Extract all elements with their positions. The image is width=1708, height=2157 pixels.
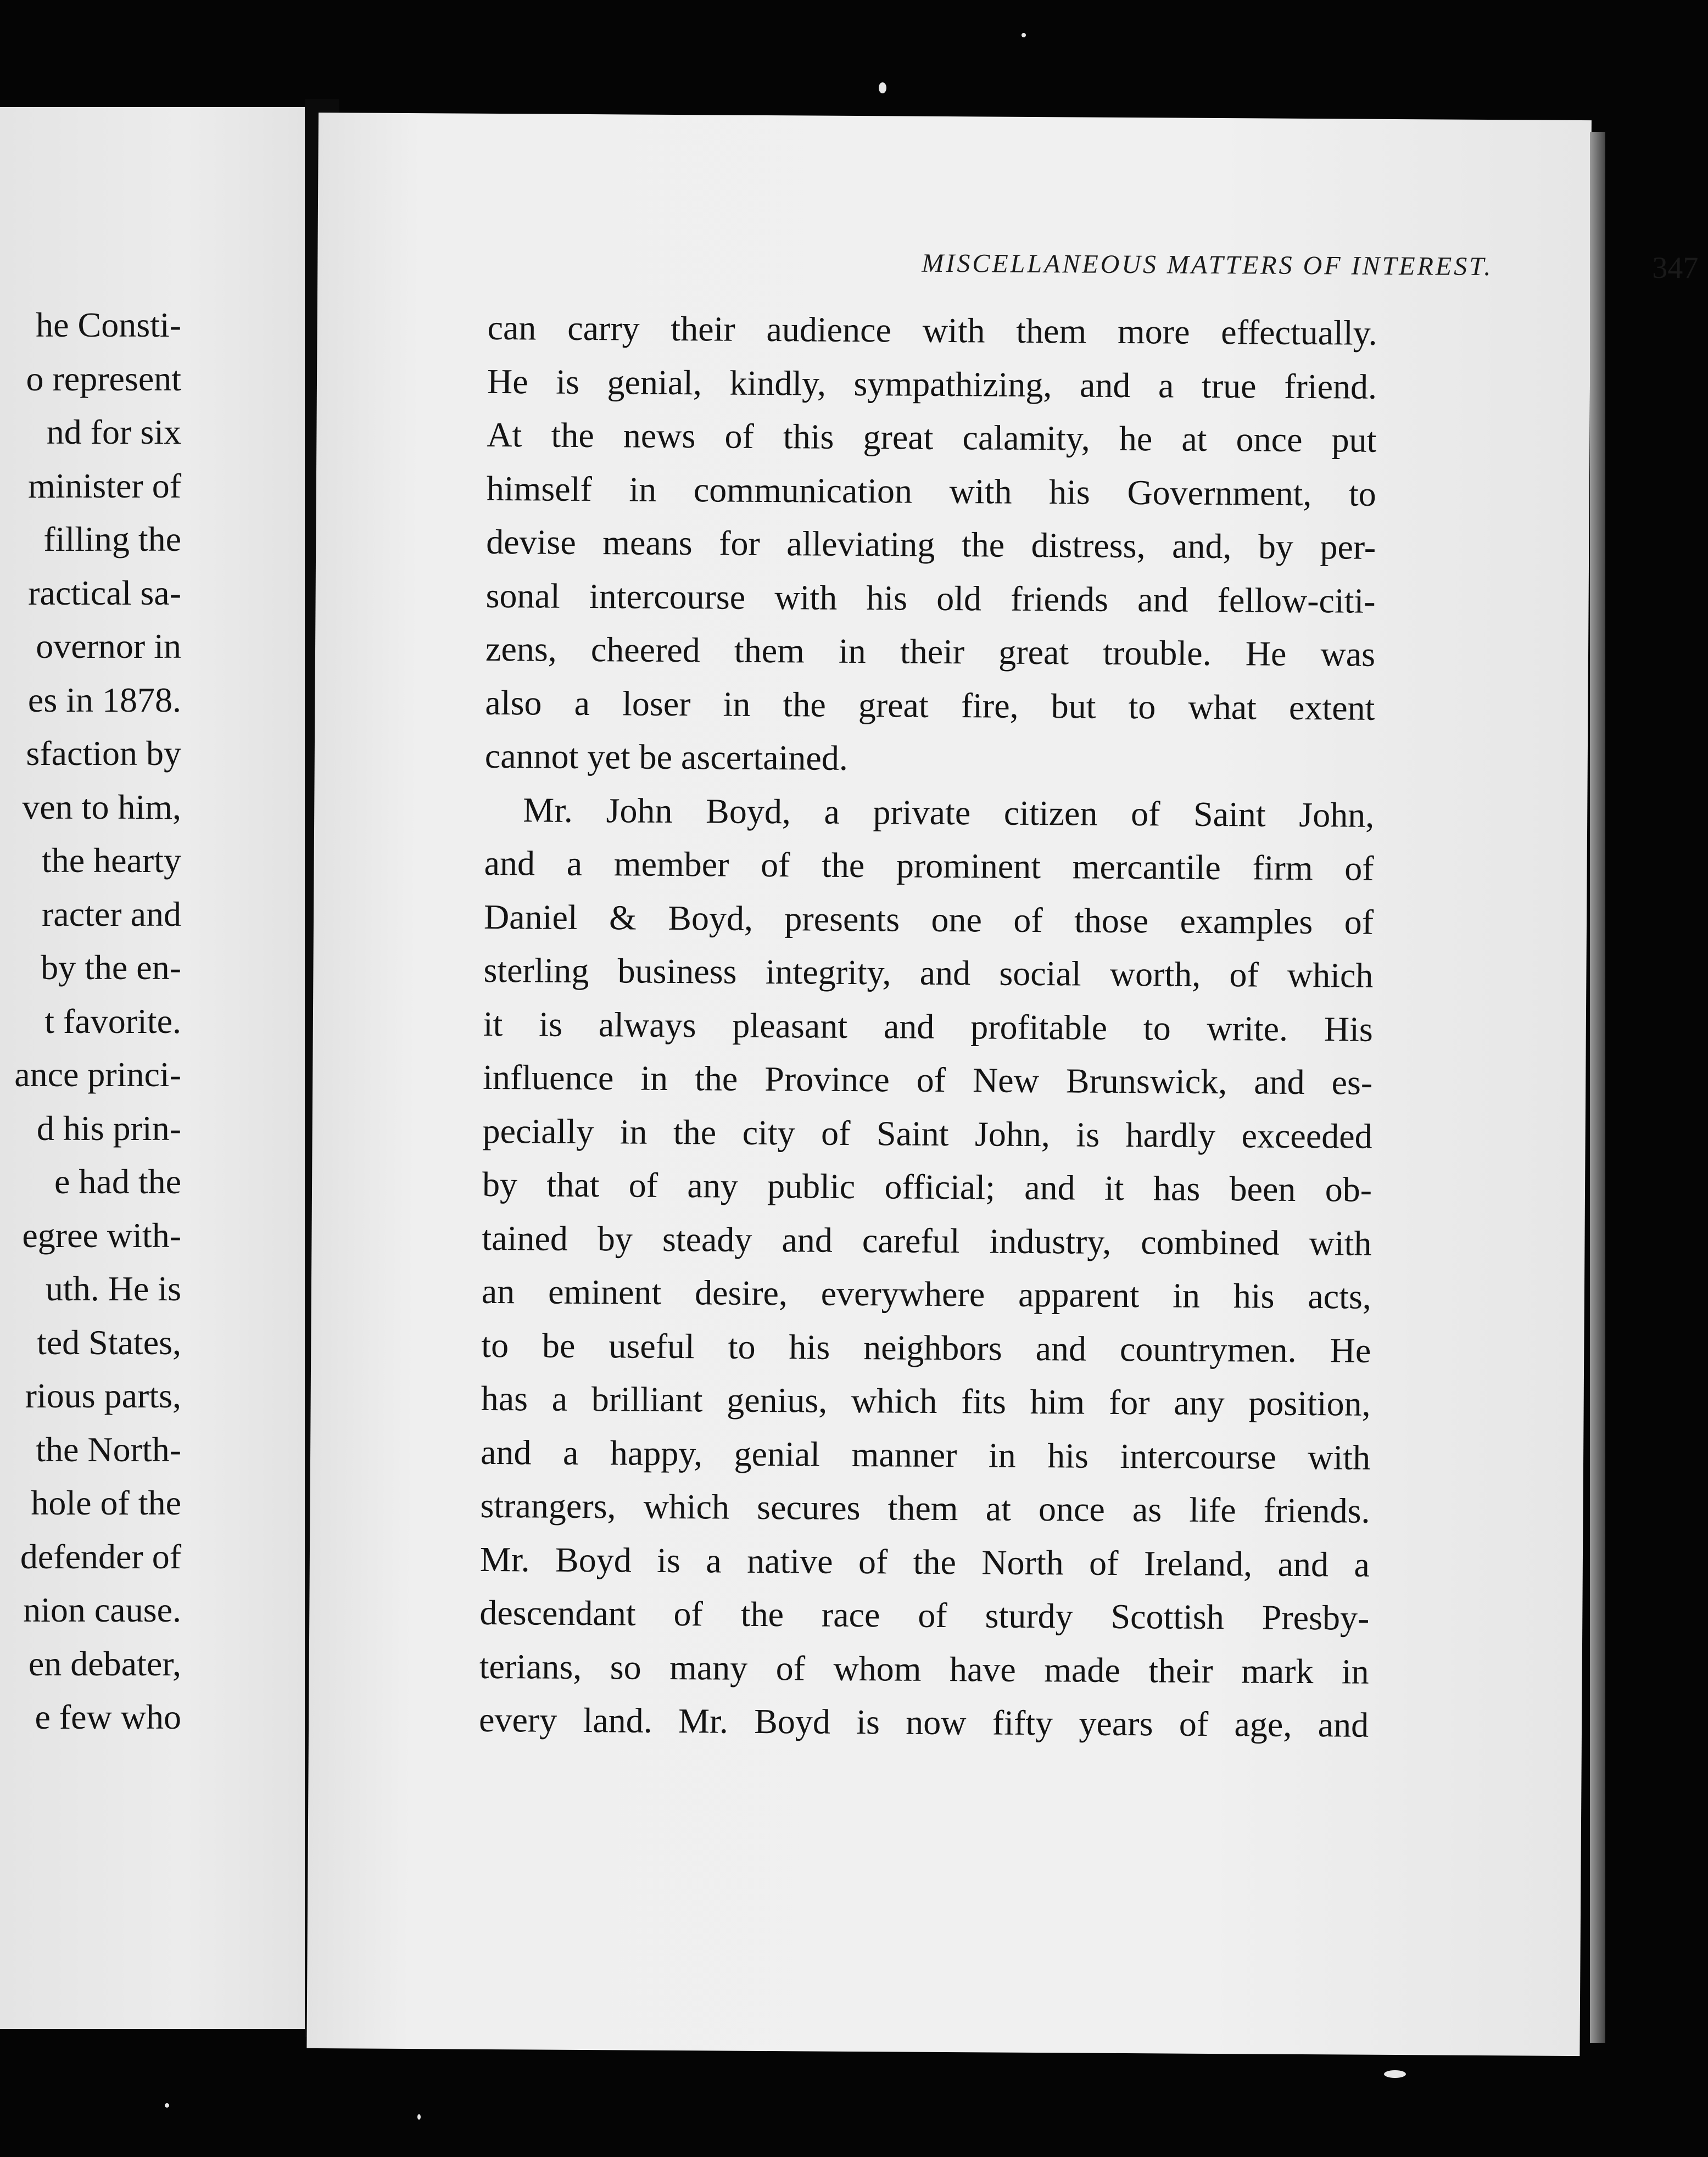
paragraph-end-line: cannot yet be ascertained. xyxy=(484,736,849,778)
text-line: Mr. Boyd is a native of the North of Ireland, and a xyxy=(479,1539,1370,1584)
text-line: he Consti- xyxy=(36,305,181,344)
text-line: to be useful to his neighbors and countrymen. He xyxy=(481,1325,1371,1370)
scan-speck xyxy=(1022,33,1026,37)
text-line: nd for six xyxy=(46,412,181,451)
text-line: pecially in the city of Saint John, is hardly exceeded xyxy=(482,1111,1372,1156)
text-line: the North- xyxy=(36,1429,181,1469)
paragraph-start-line: Mr. John Boyd, a private citizen of Saint John, xyxy=(523,790,1375,835)
text-line: strangers, which secures them at once as life friends. xyxy=(480,1485,1370,1530)
text-line: influence in the Province of New Brunswick, and es- xyxy=(483,1057,1373,1102)
left-page-text xyxy=(0,305,181,1753)
text-line: sonal intercourse with his old friends and fellow-citi- xyxy=(485,575,1376,621)
text-line: the hearty xyxy=(41,841,181,880)
text-line: nion cause. xyxy=(23,1590,181,1629)
text-line: e few who xyxy=(35,1697,181,1736)
text-line: egree with- xyxy=(22,1215,181,1255)
text-line: d his prin- xyxy=(36,1108,181,1148)
text-line: it is always pleasant and profitable to write. His xyxy=(483,1004,1374,1049)
scan-speck xyxy=(165,2103,169,2108)
running-head: MISCELLANEOUS MATTERS OF INTEREST. xyxy=(922,248,1493,282)
text-line: and a happy, genial manner in his intercourse with xyxy=(480,1432,1371,1477)
right-page xyxy=(306,113,1699,2056)
text-line: has a brilliant genius, which fits him for any position, xyxy=(481,1378,1371,1423)
text-line: t favorite. xyxy=(44,1001,181,1041)
text-line: zens, cheered them in their great trouble. He was xyxy=(485,629,1376,674)
text-line: e had the xyxy=(54,1162,181,1201)
text-line: sterling business integrity, and social worth, of which xyxy=(483,950,1374,995)
text-line: an eminent desire, everywhere apparent in his acts, xyxy=(481,1271,1372,1316)
text-line: He is genial, kindly, sympathizing, and a true friend. xyxy=(487,361,1377,406)
text-line: uth. He is xyxy=(45,1269,181,1308)
text-line: himself in communication with his Government, to xyxy=(486,468,1377,513)
text-line: ted States, xyxy=(36,1322,181,1362)
text-line: every land. Mr. Boyd is now fifty years of age, and xyxy=(478,1700,1369,1745)
text-line: defender of xyxy=(20,1536,181,1576)
text-line: ractical sa- xyxy=(28,573,181,612)
text-line: racter and xyxy=(41,894,181,934)
text-line: and a member of the prominent mercantile firm of xyxy=(484,843,1374,888)
text-line: Daniel & Boyd, presents one of those examples of xyxy=(483,897,1374,942)
text-line: devise means for alleviating the distress, and, by per- xyxy=(486,522,1376,567)
text-line: o represent xyxy=(26,359,181,398)
text-line: hole of the xyxy=(31,1483,181,1522)
page-edge-shadow xyxy=(1590,132,1605,2043)
page-number: 347 xyxy=(1652,250,1699,286)
left-page xyxy=(0,107,305,2029)
text-line: can carry their audience with them more effectually. xyxy=(487,308,1377,353)
text-line: ance princi- xyxy=(14,1055,181,1094)
scan-speck xyxy=(879,82,886,93)
text-line: At the news of this great calamity, he at once put xyxy=(487,415,1377,460)
text-line: tained by steady and careful industry, combined with xyxy=(482,1218,1372,1263)
scan-speck xyxy=(417,2114,421,2120)
text-line: filling the xyxy=(43,519,181,558)
text-line: en debater, xyxy=(28,1644,181,1683)
text-line: also a loser in the great fire, but to what extent xyxy=(485,683,1375,728)
text-line: sfaction by xyxy=(26,734,181,773)
scan-speck xyxy=(1384,2070,1406,2078)
text-line: minister of xyxy=(27,466,181,505)
right-page-text xyxy=(479,310,1377,1761)
text-line: es in 1878. xyxy=(27,680,181,719)
text-line: rious parts, xyxy=(25,1376,181,1415)
text-line: descendant of the race of sturdy Scottish Presby- xyxy=(479,1592,1370,1638)
text-line: terians, so many of whom have made their mark in xyxy=(479,1646,1369,1691)
text-line: by the en- xyxy=(41,948,181,987)
text-line: by that of any public official; and it has been ob- xyxy=(482,1164,1372,1209)
text-line: ven to him, xyxy=(22,787,181,826)
text-line: overnor in xyxy=(36,627,181,666)
